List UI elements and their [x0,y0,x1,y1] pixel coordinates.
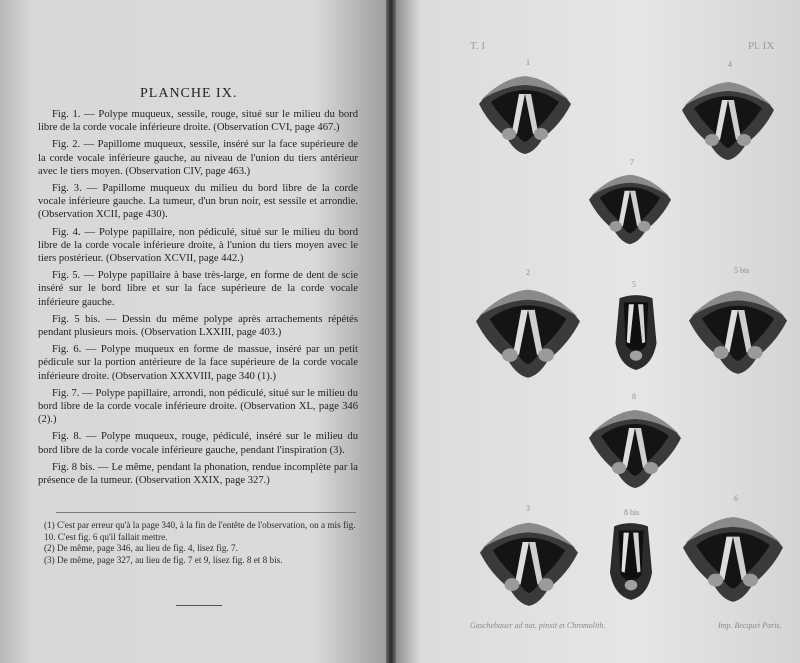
paragraph-fig-7: Fig. 7. — Polype papillaire, arrondi, non pédiculé, situé sur le milieu du bord libre de la corde vocale inférieure droite. (Observation XL, page 346 (2).) [38,387,358,426]
figure-label-6: 6 [734,494,738,503]
volume-mark: T. I [470,40,486,52]
figure-label-8-bis: 8 bis [624,508,640,517]
figure-descriptions [38,108,358,491]
book-gutter [386,0,396,663]
larynx-figure-5 [610,292,662,372]
right-page [396,0,800,663]
left-page [0,0,392,663]
footnotes [44,520,364,566]
figure-label-5-bis: 5 bis [734,266,750,275]
plate-title: PLANCHE IX. [140,86,238,101]
larynx-figure-6 [678,504,788,604]
footnote-2: (2) De même, page 346, au lieu de fig. 4, lisez fig. 7. [44,543,238,553]
paragraph-fig-6: Fig. 6. — Polype muqueux en forme de massue, inséré par un petit pédicule sur la portion antérieure de la face supérieure de la corde vocale inférieure droite. (Observation XXXVIII, page 340 (1).) [38,344,358,382]
paragraph-fig-2: Fig. 2. — Papillome muqueux, sessile, inséré sur la face supérieure de la corde vocale inférieure gauche, au niveau de l'union du tiers antérieur avec le tiers moyen. (Observation CIV, page 463.) [38,139,358,177]
figure-label-4: 4 [728,60,732,69]
figure-label-7: 7 [630,158,634,167]
paragraph-fig-8-bis: Fig. 8 bis. — Le même, pendant la phonation, rendue incomplète par la présence de la tumeur. (Observation XXIX, page 327.) [38,461,358,487]
larynx-figure-7 [566,164,694,246]
paragraph-fig-1: Fig. 1. — Polype muqueux, sessile, rouge, situé sur le milieu du bord libre de la corde vocale inférieure droite. (Observation CVI, page 467.) [38,109,358,134]
larynx-figure-3 [474,510,584,608]
figure-label-8: 8 [632,392,636,401]
printer-credit: Imp. Becquet Paris. [718,621,782,630]
larynx-figure-5-bis [678,278,798,376]
figure-label-2: 2 [526,268,530,277]
larynx-figure-8-bis [608,520,654,602]
larynx-figure-4 [668,70,788,162]
figure-label-3: 3 [526,504,530,513]
footnote-divider [56,512,356,513]
paragraph-fig-4: Fig. 4. — Polype papillaire, non pédiculé, situé sur le milieu du bord libre de la corde vocale inférieure droite, à l'union du tiers moyen avec le tiers postérieur. (Observation XCVII, page 442.) [38,226,358,265]
plate-mark: Pl. IX [748,40,775,52]
larynx-figure-1 [468,64,582,156]
end-rule [176,605,222,606]
paragraph-fig-5: Fig. 5. — Polype papillaire à base très-large, en forme de dent de scie inséré sur le bord libre et sur la face supérieure de la corde vocale inférieure gauche. [38,270,358,308]
figure-label-1: 1 [526,58,530,67]
larynx-figure-2 [468,276,588,380]
figure-label-5: 5 [632,280,636,289]
paragraph-fig-8: Fig. 8. — Polype muqueux, rouge, pédiculé, inséré sur le milieu du bord libre de la corde vocale inférieure gauche, pendant l'inspiration (3). [38,431,358,456]
footnote-1: (1) C'est par erreur qu'à la page 340, à la fin de l'entête de l'observation, on a mis fig. 10. C'est fig. 6 qu'il fallait mettre. [44,520,356,542]
paragraph-fig-3: Fig. 3. — Papillome muqueux du milieu du bord libre de la corde vocale inférieure gauche. La tumeur, d'un brun noir, est sessile et arrondie. (Observation XCII, page 430). [38,183,358,221]
larynx-figure-8 [580,398,690,490]
paragraph-fig-5-bis: Fig. 5 bis. — Dessin du même polype après arrachements répétés pendant plusieurs mois. (Observation LXXIII, page 403.) [38,313,358,339]
footnote-3: (3) De même, page 327, au lieu de fig. 7 et 9, lisez fig. 8 et 8 bis. [44,554,283,565]
artist-credit: Gaschebauer ad nat. pinxit et Chromolith. [470,621,606,630]
